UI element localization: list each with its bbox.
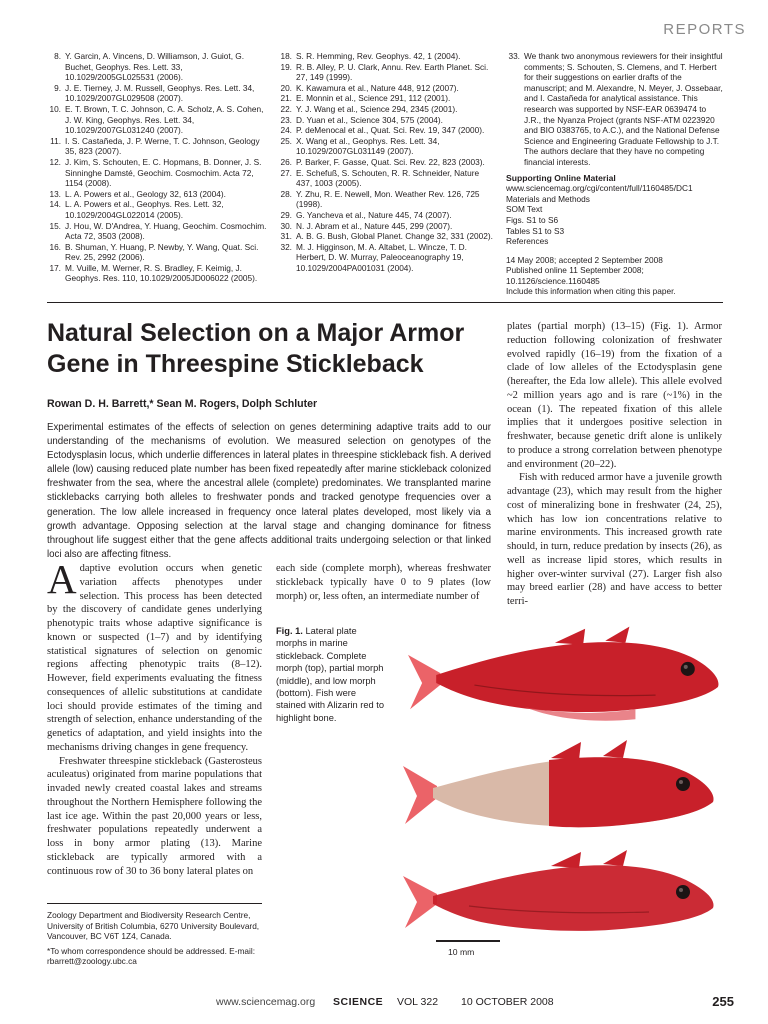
reference-item xyxy=(278,83,496,94)
fish-partial-morph-image xyxy=(398,736,726,844)
reference-item xyxy=(47,136,269,157)
body-paragraph: plates (partial morph) (13–15) (Fig. 1). Armor reduction following colonization of freshwater evolved rapidly (16–19) from the fixation of a clade of low alleles of the Ectodysplasin gene (hereafter, the Eda low allele). This allele evolved ~2 million years ago and is rare (~1%) in the ocean (1). The repeated fixation of this allele implies that it undergoes positive selection in freshwater, because genetic drift alone is unlikely to produce a strong correlation between phenotype and environment (20–22). xyxy=(507,321,722,470)
reference-number: 21. xyxy=(280,93,292,104)
body-paragraph: Freshwater threespine stickleback (Gasterosteus aculeatus) originated from marine populations that invaded newly created coastal lakes and streams throughout the Northern Hemisphere following the last ice age. Within the past 20,000 years or less, freshwater populations repeatedly underwent a loss in bony armor plating (13). Marine stickleback are typically armored with a continuous row of 30 to 36 bony lateral plates on xyxy=(47,755,262,877)
figure-caption xyxy=(276,625,388,724)
note-text: We thank two anonymous reviewers for their insightful comments; S. Schouten, S. Clemens, and T. Herbert for their suggestions on earlier drafts of the manuscript; and M. Alexandre, N. Meyer, J. Ossebaar, and I. Castañeda for analytical assistance. This research was supported by NSF-EAR 0639474 to J.R., the Nyanza Project (grants NSF-ATM 0223920 and BIO 0383765, to A.C.), and the National Defense Science and Engineering Graduate Fellowship to J.T. The authors declare that they have no competing financial interests. xyxy=(524,51,723,167)
reference-text: L. A. Powers et al., Geophys. Res. Lett. 32, 10.1029/2004GL022014 (2005). xyxy=(65,199,224,220)
reference-item xyxy=(47,242,269,263)
scale-bar xyxy=(436,940,500,942)
reference-text: G. Yancheva et al., Nature 445, 74 (2007). xyxy=(296,209,452,220)
references-column-2 xyxy=(278,51,496,273)
section-label: REPORTS xyxy=(663,21,746,38)
reference-number: 29. xyxy=(280,209,292,220)
reference-item xyxy=(278,168,496,189)
reference-number: 26. xyxy=(280,156,292,167)
reference-item xyxy=(278,104,496,115)
figure-caption-text: Lateral plate morphs in marine stickleback. Complete morph (top), partial morph (middle), and low morph (bottom). Fish were stained with Alizarin red to highlight bone. xyxy=(276,626,385,723)
reference-item xyxy=(278,242,496,274)
footer-journal-name: SCIENCE xyxy=(333,996,384,1008)
reference-number: 17. xyxy=(49,262,61,273)
reference-item xyxy=(278,210,496,221)
fish-low-morph-image xyxy=(398,848,726,944)
reference-number: 32. xyxy=(280,241,292,252)
reference-number: 8. xyxy=(54,51,61,61)
reference-text: Y. J. Wang et al., Science 294, 2345 (2001). xyxy=(296,103,458,114)
reference-text: D. Yuan et al., Science 304, 575 (2004). xyxy=(296,114,443,125)
reference-number: 15. xyxy=(49,220,61,231)
date-line: Published online 11 September 2008; xyxy=(506,265,644,276)
reference-number: 9. xyxy=(54,82,61,93)
reference-text: J. Hou, W. D'Andrea, Y. Huang, Geochim. Cosmochim. Acta 72, 3503 (2008). xyxy=(65,220,267,242)
reference-number: 28. xyxy=(280,188,292,199)
notes-column xyxy=(506,51,724,297)
reference-text: A. B. G. Bush, Global Planet. Change 32, 331 (2002). xyxy=(296,231,493,242)
body-column-3 xyxy=(507,320,722,609)
reference-item xyxy=(278,221,496,232)
reference-item xyxy=(47,104,269,136)
reference-number: 20. xyxy=(280,82,292,93)
reference-text: R. B. Alley, P. U. Clark, Annu. Rev. Earth Planet. Sci. 27, 149 (1999). xyxy=(296,61,489,83)
reference-number: 10. xyxy=(49,103,61,114)
article-title: Natural Selection on a Major Armor Gene in Threespine Stickleback xyxy=(47,319,465,378)
note-number: 33. xyxy=(508,51,520,61)
reference-number: 13. xyxy=(49,188,61,199)
body-column-2 xyxy=(276,562,491,603)
acknowledgments-note xyxy=(506,51,724,168)
reference-item xyxy=(278,136,496,157)
reference-number: 11. xyxy=(50,135,61,146)
footer-volume: VOL 322 xyxy=(397,996,439,1008)
date-line: 14 May 2008; accepted 2 September 2008 xyxy=(506,254,663,265)
body-paragraph: Fish with reduced armor have a juvenile growth advantage (23), which may result from the higher cost of mineralizing bone in freshwater (24, 25), which has low ion concentrations relative to marine environments. This increased growth rate should, in turn, reduce predation by insects (26), as well as increase lipid stores, which results in higher over-winter survival (27). Larger fish also may breed earlier (28) and have access to better terri- xyxy=(507,472,722,607)
references-column-1 xyxy=(47,51,269,284)
reference-number: 31. xyxy=(280,231,292,242)
reference-number: 12. xyxy=(49,156,61,167)
reference-text: P. Barker, F. Gasse, Quat. Sci. Rev. 22, 823 (2003). xyxy=(296,156,485,167)
som-item: Tables S1 to S3 xyxy=(506,225,565,236)
figure-label: Fig. 1. xyxy=(276,626,303,636)
reference-text: M. J. Higginson, M. A. Altabet, L. Wincze, T. D. Herbert, D. W. Murray, Paleoceanography 19, 10.1029/2004PA001031 (2004). xyxy=(296,241,467,273)
page-number: 255 xyxy=(712,994,734,1009)
reference-item xyxy=(47,263,269,284)
paragraph-text: daptive evolution occurs when genetic variation affects phenotypes under selection. This process has been detected by the discovery of candidate genes underlying phenotypic traits whose adaptive significance is known or suspected (1–7) and by identifying statistical signatures of selection on genomic regions affecting phenotypic traits (8–12). However, field experiments evaluating the fitness consequences of allelic substitutions at candidate loci should provide estimates of the timing and strength of selection, enhance understanding of the genetics of adaptation, and yield insights into the mechanisms driving changes in gene frequency. xyxy=(47,563,262,753)
reference-number: 14. xyxy=(49,199,61,210)
som-item: SOM Text xyxy=(506,204,543,215)
reference-text: N. J. Abram et al., Nature 445, 299 (2007). xyxy=(296,220,453,231)
reference-text: Y. Garcin, A. Vincens, D. Williamson, J. Guiot, G. Buchet, Geophys. Res. Lett. 33, 10.1029/2005GL025531 (2006). xyxy=(65,51,245,83)
reference-text: J. E. Tierney, J. M. Russell, Geophys. Res. Lett. 34, 10.1029/2007GL029508 (2007). xyxy=(65,82,255,104)
footnotes xyxy=(47,910,265,971)
reference-number: 19. xyxy=(280,61,292,72)
som-item: References xyxy=(506,236,549,247)
reference-text: B. Shuman, Y. Huang, P. Newby, Y. Wang, Quat. Sci. Rev. 25, 2992 (2006). xyxy=(65,241,259,263)
reference-item xyxy=(278,125,496,136)
reference-item xyxy=(47,157,269,189)
reference-number: 24. xyxy=(280,125,292,136)
citation-note: Include this information when citing this paper. xyxy=(506,286,676,297)
body-paragraph xyxy=(47,556,262,755)
reference-item xyxy=(47,189,269,200)
som-item: Figs. S1 to S6 xyxy=(506,214,559,225)
reference-item xyxy=(278,189,496,210)
reference-item xyxy=(278,51,496,62)
reference-text: S. R. Hemming, Rev. Geophys. 42, 1 (2004). xyxy=(296,51,461,61)
reference-number: 30. xyxy=(280,220,292,231)
publication-dates xyxy=(506,255,724,297)
som-title: Supporting Online Material xyxy=(506,172,616,183)
affiliation-note: Zoology Department and Biodiversity Research Centre, University of British Columbia, 6270 University Boulevard, Vancouver, BC V6T 1Z4, Canada. xyxy=(47,910,260,942)
reference-item xyxy=(278,115,496,126)
reference-text: K. Kawamura et al., Nature 448, 912 (2007). xyxy=(296,82,459,93)
reference-item xyxy=(47,51,269,83)
footer-site-link[interactable]: www.sciencemag.org xyxy=(216,996,316,1008)
doi-line: 10.1126/science.1160485 xyxy=(506,275,600,286)
reference-text: E. Schefuß, S. Schouten, R. R. Schneider, Nature 437, 1003 (2005). xyxy=(296,167,480,189)
reference-item xyxy=(47,199,269,220)
scale-bar-label: 10 mm xyxy=(448,947,475,957)
fish-complete-morph-image xyxy=(404,622,726,734)
correspondence-note: *To whom correspondence should be addressed. E-mail: rbarrett@zoology.ubc.ca xyxy=(47,945,255,967)
reference-item xyxy=(278,157,496,168)
reference-number: 25. xyxy=(280,135,292,146)
reference-item xyxy=(278,231,496,242)
reference-item xyxy=(278,62,496,83)
reference-number: 16. xyxy=(49,241,61,252)
reference-text: L. A. Powers et al., Geology 32, 613 (2004). xyxy=(65,188,226,199)
drop-cap: A xyxy=(47,556,77,602)
reference-number: 27. xyxy=(280,167,292,178)
reference-text: Y. Zhu, R. E. Newell, Mon. Weather Rev. 126, 725 (1998). xyxy=(296,188,480,210)
reference-text: M. Vuille, M. Werner, R. S. Bradley, F. Keimig, J. Geophys. Res. 110, 10.1029/2005JD006022 (2005). xyxy=(65,262,258,284)
reference-item xyxy=(278,93,496,104)
reference-item xyxy=(47,83,269,104)
reference-text: I. S. Castañeda, J. P. Werne, T. C. Johnson, Geology 35, 823 (2007). xyxy=(65,135,260,157)
som-url[interactable]: www.sciencemag.org/cgi/content/full/1160485/DC1 xyxy=(506,183,693,194)
footer-date: 10 OCTOBER 2008 xyxy=(461,996,554,1008)
reference-text: P. deMenocal et al., Quat. Sci. Rev. 19, 347 (2000). xyxy=(296,125,485,136)
body-column-1 xyxy=(47,556,262,878)
som-item: Materials and Methods xyxy=(506,193,590,204)
reference-number: 18. xyxy=(280,51,292,61)
footnote-divider xyxy=(47,903,262,904)
reference-text: E. T. Brown, T. C. Johnson, C. A. Scholz, A. S. Cohen, J. W. King, Geophys. Res. Lett. 34, 10.1029/2007GL031240 (2007). xyxy=(65,103,264,136)
reference-number: 23. xyxy=(280,114,292,125)
section-divider xyxy=(47,302,723,303)
reference-text: X. Wang et al., Geophys. Res. Lett. 34, 10.1029/2007GL031149 (2007). xyxy=(296,135,440,157)
reference-text: J. Kim, S. Schouten, E. C. Hopmans, B. Donner, J. S. Sinninghe Damsté, Geochim. Cosmochim. Acta 72, 1154 (2008). xyxy=(65,156,262,189)
reference-item xyxy=(47,221,269,242)
body-paragraph: each side (complete morph), whereas freshwater stickleback typically have 0 to 9 plates (low morph) or, less often, an intermediate number of xyxy=(276,563,491,602)
article-authors: Rowan D. H. Barrett,* Sean M. Rogers, Dolph Schluter xyxy=(47,398,318,410)
reference-number: 22. xyxy=(280,103,292,114)
reference-text: E. Monnin et al., Science 291, 112 (2001). xyxy=(296,93,451,104)
article-abstract: Experimental estimates of the effects of selection on genes determining adaptive traits add to our understanding of the mechanisms of evolution. We measured selection on genotypes of the Ectodysplasin locus, which underlie differences in lateral plates in threespine stickleback fish. A derived allele (low) causing reduced plate number has been fixed repeatedly after marine stickleback colonized freshwater from the sea, where the ancestral allele (complete) predominates. We transplanted marine sticklebacks carrying both alleles to freshwater ponds and tracked genotype frequencies over a generation. The low allele increased in frequency once lateral plates developed, most likely via a growth advantage. Opposing selection at the larval stage and changing dominance for fitness throughout life suggest either that the gene affects additional traits undergoing selection or that linked loci also are affecting fitness. xyxy=(47,422,491,560)
